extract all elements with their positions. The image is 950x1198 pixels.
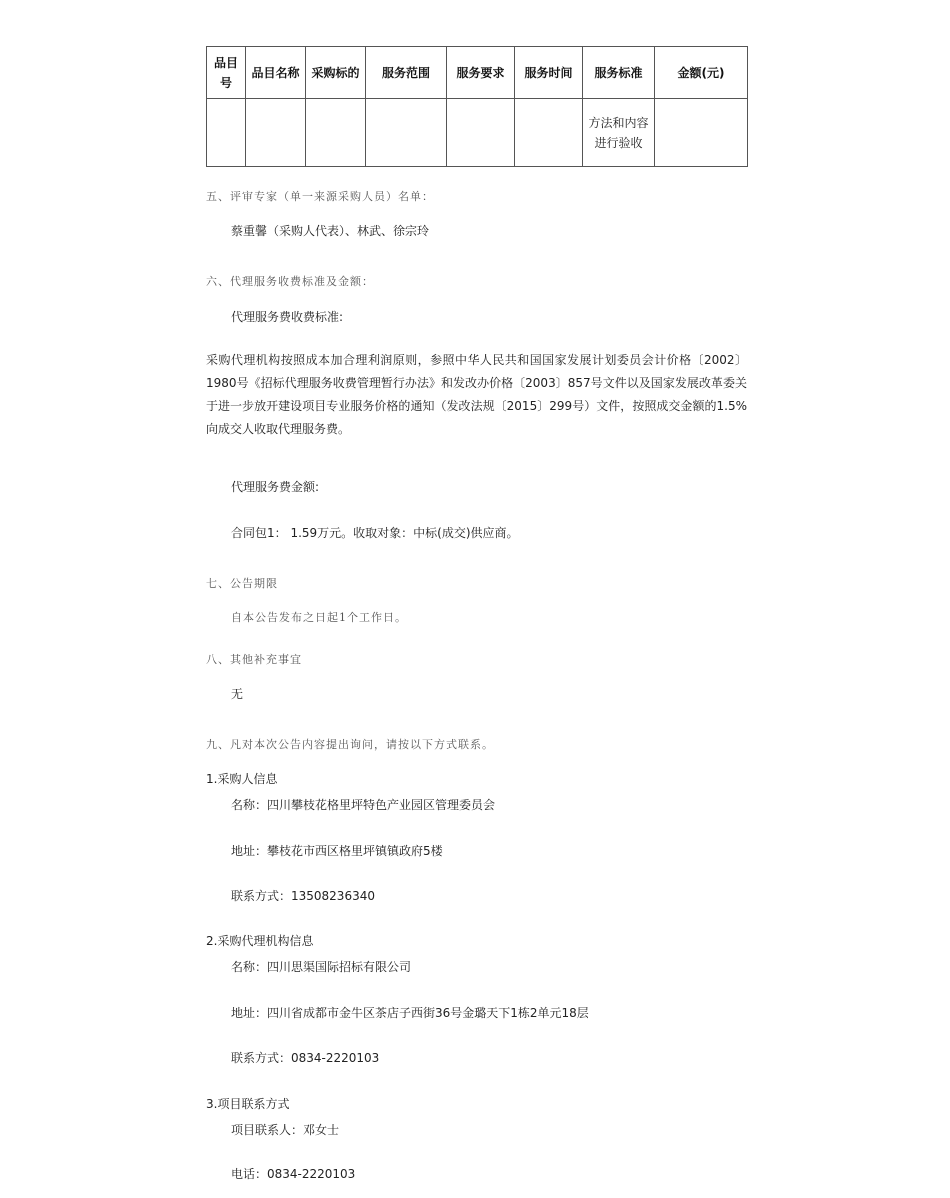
table-header: 品目名称 (246, 47, 306, 99)
table-cell (447, 99, 515, 167)
table-header-row (207, 47, 748, 99)
section-9-title: 九、凡对本次公告内容提出询问，请按以下方式联系。 (206, 738, 494, 751)
table-header: 采购标的 (306, 47, 366, 99)
project-contact-heading: 3.项目联系方式 (206, 1097, 290, 1111)
section-8-title: 八、其他补充事宜 (206, 653, 302, 666)
review-experts: 蔡重馨（采购人代表）、林武、徐宗玲 (231, 224, 430, 238)
section-7-title: 七、公告期限 (206, 577, 278, 590)
table-header: 品目号 (207, 47, 246, 99)
section-5-title: 五、评审专家（单一来源采购人员）名单： (206, 190, 434, 203)
fee-amount-text: 合同包1： 1.59万元。收取对象：中标(成交)供应商。 (231, 526, 519, 540)
purchaser-address: 地址：攀枝花市西区格里坪镇镇政府5楼 (231, 844, 443, 858)
table-cell (515, 99, 583, 167)
agency-heading: 2.采购代理机构信息 (206, 934, 314, 948)
other-matters: 无 (231, 687, 244, 701)
table-header: 服务标准 (583, 47, 655, 99)
table-cell (366, 99, 447, 167)
table-row (207, 99, 748, 167)
agency-address: 地址：四川省成都市金牛区茶店子西街36号金璐天下1栋2单元18层 (231, 1006, 589, 1020)
fee-standard-text: 采购代理机构按照成本加合理利润原则，参照中华人民共和国国家发展计划委员会计价格〔2002〕1980号《招标代理服务收费管理暂行办法》和发改办价格〔2003〕857号文件以及国家发展改革委关于进一步放开建设项目专业服务价格的通知（发改法规〔2015〕299号）文件，按照成交金额的1.5%向成交人收取代理服务费。 (206, 353, 747, 436)
section-6-title: 六、代理服务收费标准及金额： (206, 275, 374, 288)
service-table (206, 46, 748, 167)
purchaser-name: 名称：四川攀枝花格里坪特色产业园区管理委员会 (231, 798, 496, 812)
agency-contact: 联系方式：0834-2220103 (231, 1051, 380, 1065)
project-contact-person: 项目联系人：邓女士 (231, 1123, 340, 1137)
purchaser-contact: 联系方式：13508236340 (231, 889, 375, 903)
table-header: 服务时间 (515, 47, 583, 99)
table-cell (655, 99, 748, 167)
table-cell (246, 99, 306, 167)
purchaser-heading: 1.采购人信息 (206, 772, 278, 786)
notice-period: 自本公告发布之日起1个工作日。 (231, 611, 407, 624)
table-header: 金额(元) (655, 47, 748, 99)
table-header: 服务范围 (366, 47, 447, 99)
table-header: 服务要求 (447, 47, 515, 99)
table-cell: 方法和内容进行验收 (583, 99, 655, 167)
table-cell (207, 99, 246, 167)
project-contact-phone: 电话：0834-2220103 (231, 1167, 356, 1181)
agency-name: 名称：四川思渠国际招标有限公司 (231, 960, 412, 974)
fee-standard-label: 代理服务费收费标准: (231, 310, 344, 324)
table-cell (306, 99, 366, 167)
fee-amount-label: 代理服务费金额: (231, 480, 320, 494)
